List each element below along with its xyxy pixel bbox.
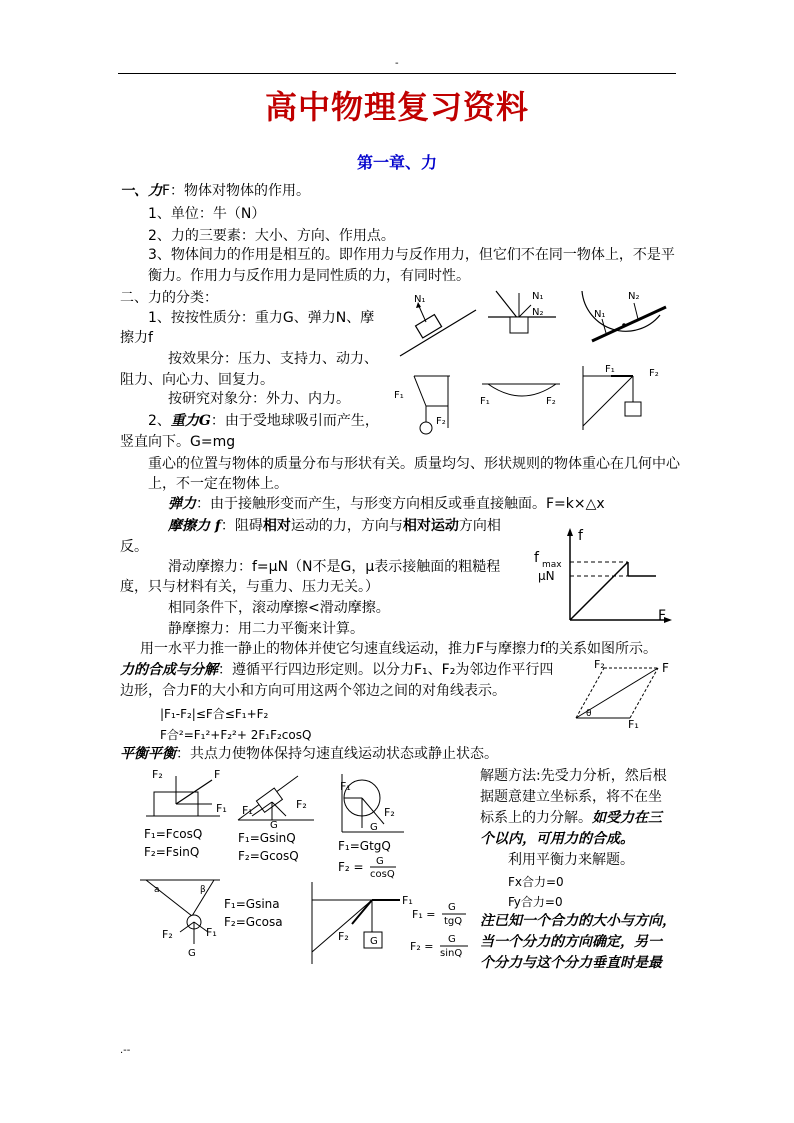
equation-1: F₁=FcosQ [144,827,203,841]
equation-1: F₁=GtgQ [338,839,391,853]
equation-2-denominator: sinQ [440,948,463,959]
label-f2: F₂ [384,806,395,819]
figure-block-corner [486,285,558,345]
figure-bracket-weight [575,362,675,432]
equation-2-numerator: G [448,934,456,945]
equation-1-left: F₁ = [412,908,436,921]
equation-2-numerator: G [376,856,384,867]
rolling-friction-line: 相同条件下，滚动摩擦<滑动摩擦。 [168,600,390,616]
label-n2: N₂ [532,307,544,318]
equation-2: F₂=FsinQ [144,845,200,859]
label-f1: F₁ [480,396,490,407]
label-theta: θ [586,709,592,719]
figure-rod-in-bowl [576,283,668,353]
label-f2: F₂ [162,928,173,941]
figure-block-force [140,764,240,864]
label-n1: N₁ [414,294,426,305]
figure-hanging-weight [394,370,466,440]
figure-sagging-rope [478,376,564,412]
label-f2: F₂ [152,768,163,781]
method-line-1: 解题方法:先受力分析，然后根 [480,768,667,784]
label-g: G [370,822,378,833]
term-friction: 摩擦力 f [168,518,221,534]
resultant-magnitude-formula: F合²=F₁²+F₂²+ 2F₁F₂cosQ [160,728,312,742]
static-friction-line: 静摩擦力：用二力平衡来计算。 [168,621,364,637]
label-beta: β [200,885,206,895]
figure-incline-gravity [236,766,332,866]
equation-2-left: F₂ = [410,940,434,953]
equation-1-denominator: tgQ [444,916,463,927]
label-n1: N₁ [594,309,606,320]
label-f2: F₂ [546,396,556,407]
label-f2: F₂ [296,798,307,811]
classify-nature-line-2: 擦力f [120,330,153,346]
method-line-3: 标系上的力分解。如受力在三 [480,810,662,826]
equilibrium-line: 平衡平衡：共点力使物体保持匀速直线运动状态或静止状态。 [120,746,498,762]
friction-line: 摩擦力 f：阻碍相对运动的力，方向与相对运动方向相 [168,518,501,534]
label-g: G [270,820,278,831]
section-2-heading: 二、力的分类： [120,290,218,306]
page-title: 高中物理复习资料 [264,88,529,126]
note-line-3: 个分力与这个分力垂直时是最 [480,955,662,971]
friction-line-2: 反。 [120,539,148,555]
classify-effect-line: 按效果分：压力、支持力、动力、 [168,351,378,367]
label-f1: F₁ [242,804,253,817]
note-line-1: 注已知一个合力的大小与方向， [480,913,676,929]
elastic-force-line: 弹力：由于接触形变而产生，与形变方向相反或垂直接触面。F=k×△x [168,496,605,512]
term-equilibrium: 平衡平衡 [120,746,176,762]
label-n2: N₂ [628,291,640,302]
label-g: G [370,936,378,947]
composition-line: 力的合成与分解：遵循平行四边形定则。以分力F₁、F₂为邻边作平行四 [120,662,554,678]
label-alpha: a [154,885,160,895]
equation-1: F₁=GsinQ [238,831,296,845]
center-of-gravity-line-2: 上，不一定在物体上。 [148,476,288,492]
fmax-label: f [534,550,539,566]
figure-friction-graph [530,522,676,628]
header-rule [118,73,676,74]
chapter-heading: 第一章、力 [356,153,437,172]
equation-2: F₂=Gcosa [224,915,283,929]
sliding-friction-line-2: 度，只与材料有关，与重力、压力无关。） [120,579,379,595]
label-f1: F₁ [206,926,217,939]
figure-ball-wall [334,770,414,880]
section-1-line [120,181,310,201]
figure-bracket-gravity [306,878,472,968]
method-line-5: 利用平衡力来解题。 [508,852,634,868]
term-composition: 力的合成与分解 [120,662,218,678]
label-f2: F₂ [649,368,659,379]
gravity-line-2: 竖直向下。G=mg [120,434,236,450]
composition-line-2: 边形，合力F的大小和方向可用这两个邻边之间的对角线表示。 [120,683,507,699]
definition-force: F：物体对物体的作用。 [162,183,311,199]
header-mark: - [395,58,399,69]
equation-2-denominator: cosQ [370,869,395,880]
label-f1: F₁ [394,390,404,401]
fx-equation: Fx合力=0 [508,875,564,889]
label-f1: F₁ [628,718,639,730]
label-f1: F₁ [402,894,413,907]
label-f: F [214,768,221,781]
classify-object-line: 按研究对象分：外力、内力。 [168,391,350,407]
label-f2: F₂ [338,930,349,943]
interaction-line: 3、物体间力的作用是相互的。即作用力与反作用力，但它们不在同一物体上，不是平 [148,247,675,263]
three-elements-line: 2、力的三要素：大小、方向、作用点。 [148,228,395,244]
axis-f-label: f [578,528,583,544]
label-f1: F₁ [605,364,615,375]
term-gravity: 重力G [170,413,211,429]
method-line-2: 据题意建立坐标系，将不在坐 [480,789,662,805]
method-line-4: 个以内，可用力的合成。 [480,831,634,847]
mun-label: μN [538,569,555,583]
classify-nature-line: 1、按按性质分：重力G、弹力N、摩 [148,310,375,326]
push-example-line: 用一水平力推一静止的物体并使它匀速直线运动，推力F与摩擦力f的关系如图所示。 [140,641,657,657]
label-f1: F₁ [216,802,227,815]
figure-incline-block [398,290,478,360]
equation-1-numerator: G [448,902,456,913]
axis-F-label: F [658,608,667,624]
unit-line: 1、单位：牛（N） [148,206,266,222]
label-f: F [662,661,669,675]
label-f1: F₁ [340,780,351,793]
note-line-2: 当一个分力的方向确定，另一 [480,934,662,950]
equation-2-left: F₂ = [338,860,364,874]
gravity-line: 2、重力G：由于受地球吸引而产生， [148,413,379,429]
center-of-gravity-line: 重心的位置与物体的质量分布与形状有关。质量均匀、形状规则的物体重心在几何中心 [148,456,680,472]
label-f2: F₂ [436,416,446,427]
classify-effect-line-2: 阻力、向心力、回复力。 [120,372,274,388]
fmax-subscript: max [542,560,562,570]
resultant-range-formula: |F₁-F₂|≤F合≤F₁+F₂ [160,707,269,721]
equation-1: F₁=Gsina [224,897,280,911]
footer-mark: .-- [120,1045,131,1056]
figure-pulley-ropes [136,872,286,962]
equation-2: F₂=GcosQ [238,849,299,863]
term-force: 一、力 [120,183,162,199]
sliding-friction-line: 滑动摩擦力：f=μN（N不是G，μ表示接触面的粗糙程 [168,559,501,575]
label-f2: F₂ [594,658,605,671]
label-g: G [188,948,196,959]
label-n1: N₁ [532,291,544,302]
fy-equation: Fy合力=0 [508,895,563,909]
interaction-line-2: 衡力。作用力与反作用力是同性质的力，有同时性。 [148,268,470,284]
figure-parallelogram [572,658,680,730]
term-elastic: 弹力 [168,496,196,512]
